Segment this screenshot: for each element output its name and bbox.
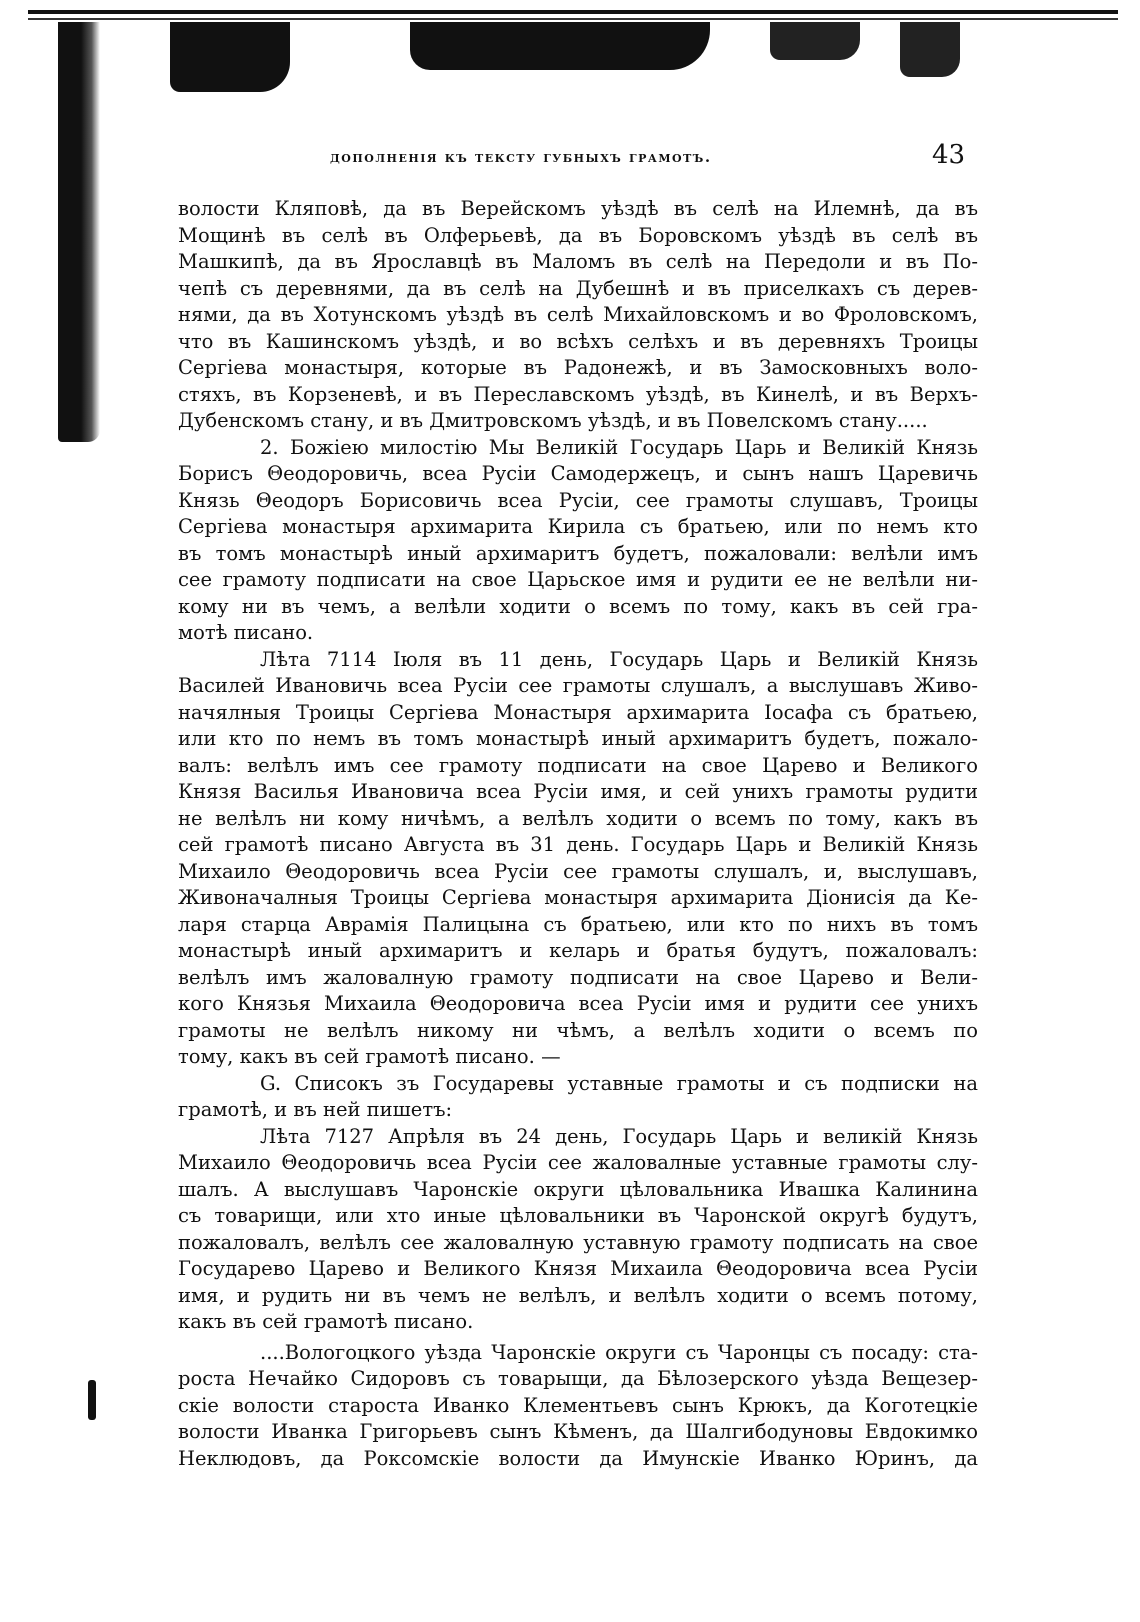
- scan-ink-blot: [900, 22, 960, 77]
- text-line: кого Князья Михаила Θеодоровича всеа Русіи имя и рудити сее унихъ: [178, 992, 978, 1015]
- scan-ink-blot: [170, 22, 290, 92]
- text-line: Князь Θеодоръ Борисовичь всеа Русіи, сее грамоты слушавъ, Троицы: [178, 488, 978, 512]
- text-line: Машкипѣ, да въ Ярославцѣ въ Маломъ въ селѣ на Передоли и въ По-: [178, 250, 978, 273]
- text-line: Борисъ Θеодоровичь, всеа Русіи Самодержецъ, и сынъ нашъ Царевичь: [178, 462, 978, 485]
- scan-ink-blot: [770, 22, 860, 60]
- text-line: нями, да въ Хотунскомъ уѣздѣ въ селѣ Михайловскомъ и во Фроловскомъ,: [178, 303, 978, 326]
- text-line: что въ Кашинскомъ уѣздѣ, и во всѣхъ селѣхъ и въ деревняхъ Троицы: [178, 329, 978, 353]
- text-line: Живоначалныя Троицы Сергіева монастыря архимарита Діонисія да Ке-: [178, 886, 978, 909]
- scan-top-rule-thin: [28, 18, 1118, 20]
- text-line: велѣлъ имъ жаловалную грамоту подписати на свое Царево и Вели-: [178, 965, 978, 989]
- text-line: 2. Божіею милостію Мы Великій Государь Царь и Великій Князь: [260, 435, 978, 459]
- text-line: сей грамотѣ писано Августа въ 31 день. Государь Царь и Великій Князь: [178, 833, 978, 856]
- body-text: [178, 196, 978, 1472]
- page-header: [0, 140, 1140, 176]
- text-line: шалъ. А выслушавъ Чаронскіе округи цѣловальника Ивашка Калинина: [178, 1177, 978, 1201]
- text-line: сее грамоту подписати на свое Царьское имя и рудити ее не велѣли ни-: [178, 568, 978, 591]
- text-line: Неклюдовъ, да Роксомскіе волости да Имунскіе Иванко Юринъ, да: [178, 1446, 978, 1470]
- running-title: дополненія къ тексту губныхъ грамотъ.: [330, 148, 712, 166]
- text-line: Сергіева монастыря, которые въ Радонежѣ, и въ Замосковныхъ воло-: [178, 356, 978, 379]
- text-line: Дубенскомъ стану, и въ Дмитровскомъ уѣздѣ, и въ Повелскомъ стану.....: [178, 409, 928, 432]
- text-line: Лѣта 7114 Іюля въ 11 день, Государь Царь и Великій Князь: [260, 647, 978, 671]
- text-line: волости Кляповѣ, да въ Верейскомъ уѣздѣ въ селѣ на Илемнѣ, да въ: [178, 197, 978, 220]
- text-line: пожаловалъ, велѣлъ сее жаловалную уставную грамоту подписать на свое: [178, 1230, 978, 1254]
- text-line: кому ни въ чемъ, а велѣли ходити о всемъ по тому, какъ въ сей гра-: [178, 594, 978, 618]
- text-line: ларя старца Аврамія Палицына съ братьею, или кто по нихъ въ томъ: [178, 912, 978, 936]
- text-line: не велѣлъ ни кому ничѣмъ, а велѣлъ ходити о всемъ по тому, какъ въ: [178, 806, 978, 830]
- text-line: мотѣ писано.: [178, 621, 314, 644]
- scan-top-rule: [28, 10, 1118, 14]
- text-line: какъ въ сей грамотѣ писано.: [178, 1310, 474, 1333]
- scan-edge-shadow: [58, 22, 100, 442]
- text-line: Михаило Θеодоровичь всеа Русіи сее грамоты слушалъ, и, выслушавъ,: [178, 859, 978, 883]
- scan-ink-blot: [410, 22, 710, 70]
- text-line: въ томъ монастырѣ иный архимаритъ будетъ, пожаловали: велѣли имъ: [178, 541, 978, 565]
- margin-mark: [88, 1380, 96, 1420]
- text-line: Лѣта 7127 Апрѣля въ 24 день, Государь Царь и великій Князь: [260, 1124, 978, 1148]
- text-line: монастырѣ иный архимаритъ и келарь и братья будутъ, пожаловалъ:: [178, 939, 978, 962]
- text-line: роста Нечайко Сидоровъ съ товарыщи, да Бѣлозерского уѣзда Вещезер-: [178, 1367, 978, 1390]
- text-line: волости Иванка Григорьевъ сынъ Кѣменъ, да Шалгибодуновы Евдокимко: [178, 1420, 978, 1443]
- text-line: чепѣ съ деревнями, да въ селѣ на Дубешнѣ и въ приселкахъ съ дерев-: [178, 276, 978, 300]
- text-line: грамоты не велѣлъ никому ни чѣмъ, а велѣлъ ходити о всемъ по: [178, 1018, 978, 1042]
- page-number: 43: [932, 140, 966, 170]
- text-line: скіе волости староста Иванко Клементьевъ сынъ Крюкъ, да Коготецкіе: [178, 1393, 978, 1417]
- text-line: имя, и рудить ни въ чемъ не велѣлъ, и велѣлъ ходити о всемъ потому,: [178, 1283, 978, 1307]
- text-line: тому, какъ въ сей грамотѣ писано. —: [178, 1045, 561, 1068]
- text-line: съ товарищи, или хто иные цѣловальники въ Чаронской округѣ будутъ,: [178, 1204, 978, 1227]
- text-line: валъ: велѣлъ имъ сее грамоту подписати на свое Царево и Великого: [178, 753, 978, 777]
- text-line: Мощинѣ въ селѣ въ Олферьевѣ, да въ Боровскомъ уѣздѣ въ селѣ въ: [178, 223, 978, 247]
- text-line: ....Вологоцкого уѣзда Чаронскіе округи съ Чаронцы съ посаду: ста-: [260, 1340, 978, 1364]
- text-line: или кто по немъ въ томъ монастырѣ иный архимаритъ будетъ, пожало-: [178, 727, 978, 750]
- text-line: Сергіева монастыря архимарита Кирила съ братьею, или по немъ кто: [178, 515, 978, 538]
- text-line: начялныя Троицы Сергіева Монастыря архимарита Іосафа съ братьею,: [178, 700, 978, 724]
- text-line: G. Списокъ зъ Государевы уставные грамоты и съ подписки на: [260, 1071, 978, 1095]
- text-line: стяхъ, въ Корзеневѣ, и въ Переславскомъ уѣздѣ, въ Кинелѣ, и въ Верхъ-: [178, 382, 978, 406]
- text-line: Государево Царево и Великого Князя Михаила Θеодоровича всеа Русіи: [178, 1257, 978, 1280]
- text-line: Князя Василья Ивановича всеа Русіи имя, и сей унихъ грамоты рудити: [178, 780, 978, 803]
- text-line: грамотѣ, и въ ней пишетъ:: [178, 1098, 453, 1121]
- text-line: Василей Ивановичь всеа Русіи сее грамоты слушалъ, а выслушавъ Живо-: [178, 674, 978, 697]
- text-line: Михаило Θеодоровичь всеа Русіи сее жаловалные уставные грамоты слу-: [178, 1151, 978, 1174]
